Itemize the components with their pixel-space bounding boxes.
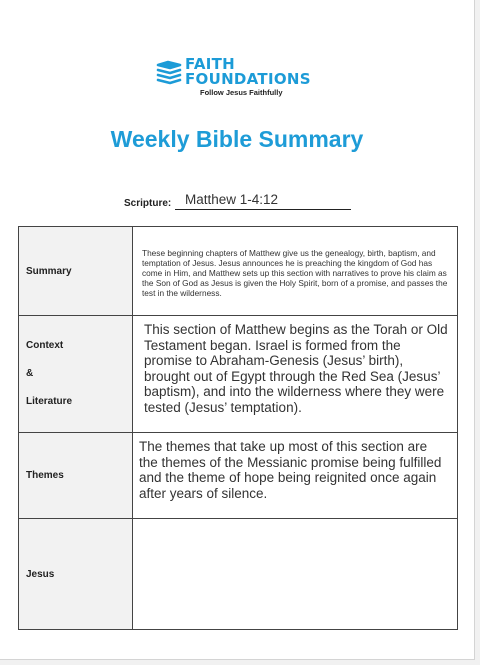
context-label [19,316,133,433]
themes-text: The themes that take up most of this section are the themes of the Messianic promise being fulfilled and the theme of hope being reignited once again after years of silence. [139,439,442,501]
scripture-value: Matthew 1-4:12 [185,192,279,207]
summary-label: Summary [19,227,133,316]
table-row-summary [19,227,458,316]
faith-foundations-logo [155,56,325,106]
summary-cell[interactable] [133,227,458,316]
stacked-books-icon [155,59,183,85]
scripture-input[interactable] [175,192,351,210]
jesus-cell[interactable] [133,519,458,630]
logo-word-foundations: FOUNDATIONS [185,70,311,88]
context-cell[interactable] [133,316,458,433]
context-label-ampersand: & [26,368,34,379]
context-text: This section of Matthew begins as the Torah or Old Testament began. Israel is formed from the promise to Abraham-Genesis (Jesus’ birth), brought out of Egypt through the Red Sea (Jesus’ baptism), and into the wilderness where they were tested (Jesus’ temptation). [144,322,448,415]
jesus-text [133,568,457,580]
table-row-context [19,316,458,433]
themes-label: Themes [19,433,133,519]
jesus-label: Jesus [19,519,133,630]
logo-tagline: Follow Jesus Faithfully [200,88,283,97]
context-label-line1: Context [26,340,64,351]
logo-word-faith: FAITH [185,55,236,73]
table-row-themes [19,433,458,519]
page-title: Weekly Bible Summary [110,126,364,152]
summary-text: These beginning chapters of Matthew give us the genealogy, birth, baptism, and temptation of Jesus. Jesus announces he is preaching the kingdom of God has come in Him, and Matthew sets up this section with narratives to prove his claim as the Son of God as Jesus is given the Holy Spirit, born of a promise, and passes the test in the wilderness. [142,247,448,298]
themes-cell[interactable] [133,433,458,519]
scripture-label: Scripture: [124,198,172,209]
summary-table [18,226,458,630]
table-row-jesus [19,519,458,630]
context-label-line3: Literature [26,396,73,407]
